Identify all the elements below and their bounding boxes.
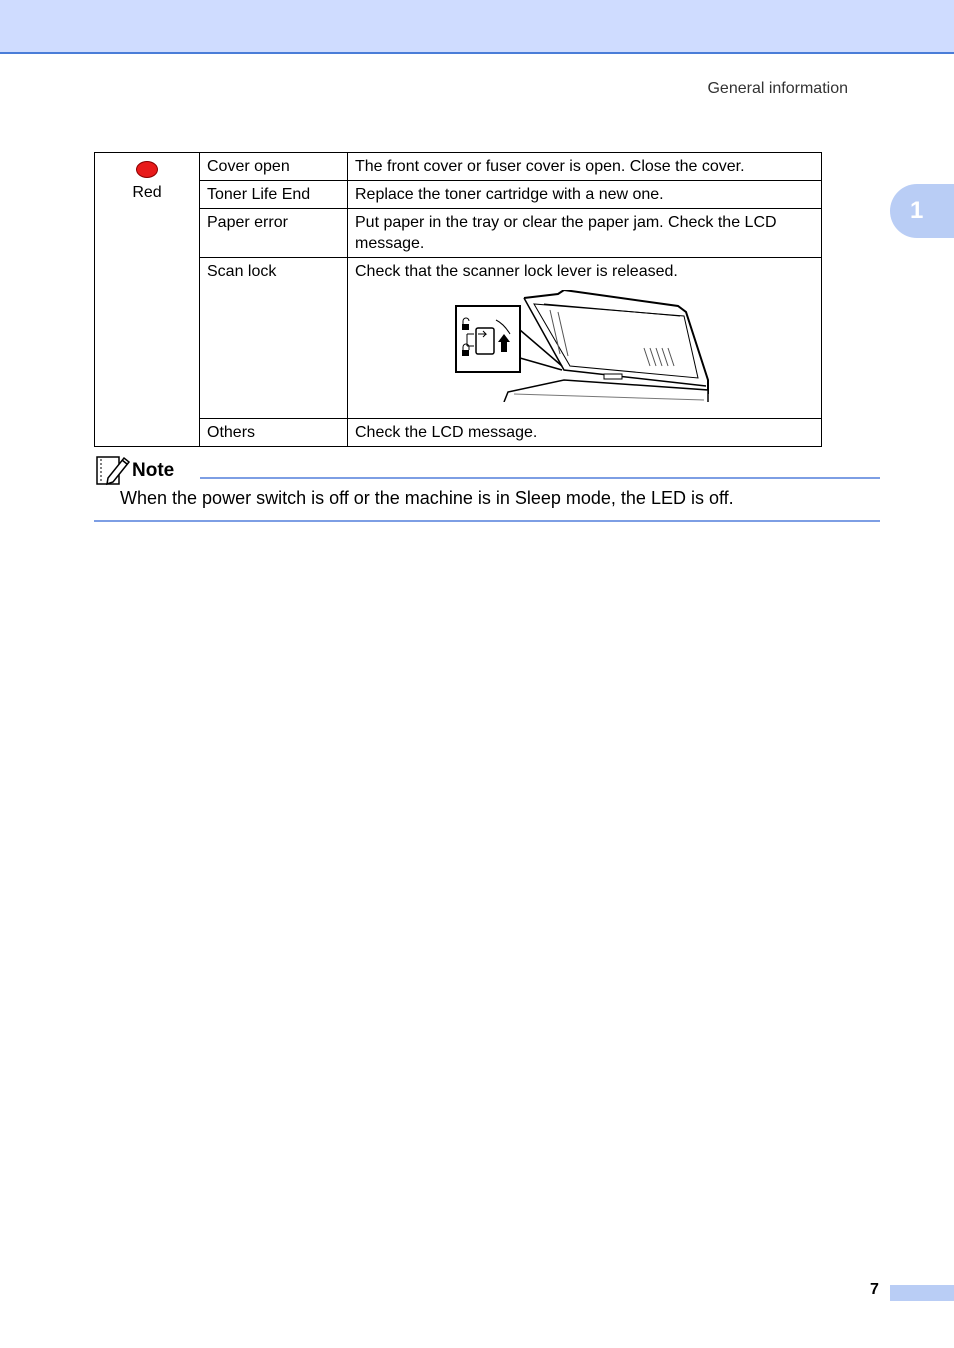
note-divider — [200, 477, 880, 479]
table-row — [95, 258, 822, 419]
description-cell: Check the LCD message. — [348, 419, 822, 447]
note-pencil-icon — [96, 454, 130, 486]
led-status-table — [94, 152, 822, 447]
scanner-lock-illustration — [454, 290, 716, 402]
status-cell: Paper error — [200, 209, 348, 258]
description-cell: Put paper in the tray or clear the paper jam. Check the LCD message. — [348, 209, 822, 258]
led-indicator-cell — [95, 153, 200, 447]
red-led-icon — [136, 161, 158, 178]
note-bottom-divider — [94, 520, 880, 522]
note-text: When the power switch is off or the machine is in Sleep mode, the LED is off. — [120, 488, 734, 508]
page-tab — [890, 1285, 954, 1301]
led-color-label: Red — [132, 184, 162, 201]
chapter-tab: 1 — [890, 184, 954, 238]
status-cell: Others — [200, 419, 348, 447]
note-header — [96, 454, 880, 486]
description-cell-with-figure — [348, 258, 822, 419]
description-text: Check that the scanner lock lever is released. — [355, 263, 678, 280]
page-number: 7 — [870, 1281, 879, 1298]
status-cell: Scan lock — [200, 258, 348, 419]
running-header: General information — [707, 80, 848, 97]
table-row — [95, 419, 822, 447]
note-label: Note — [132, 460, 175, 481]
status-cell: Cover open — [200, 153, 348, 181]
table-row — [95, 209, 822, 258]
description-cell: The front cover or fuser cover is open. Close the cover. — [348, 153, 822, 181]
table-row — [95, 153, 822, 181]
header-band — [0, 0, 954, 54]
table-row — [95, 181, 822, 209]
description-cell: Replace the toner cartridge with a new one. — [348, 181, 822, 209]
status-cell: Toner Life End — [200, 181, 348, 209]
